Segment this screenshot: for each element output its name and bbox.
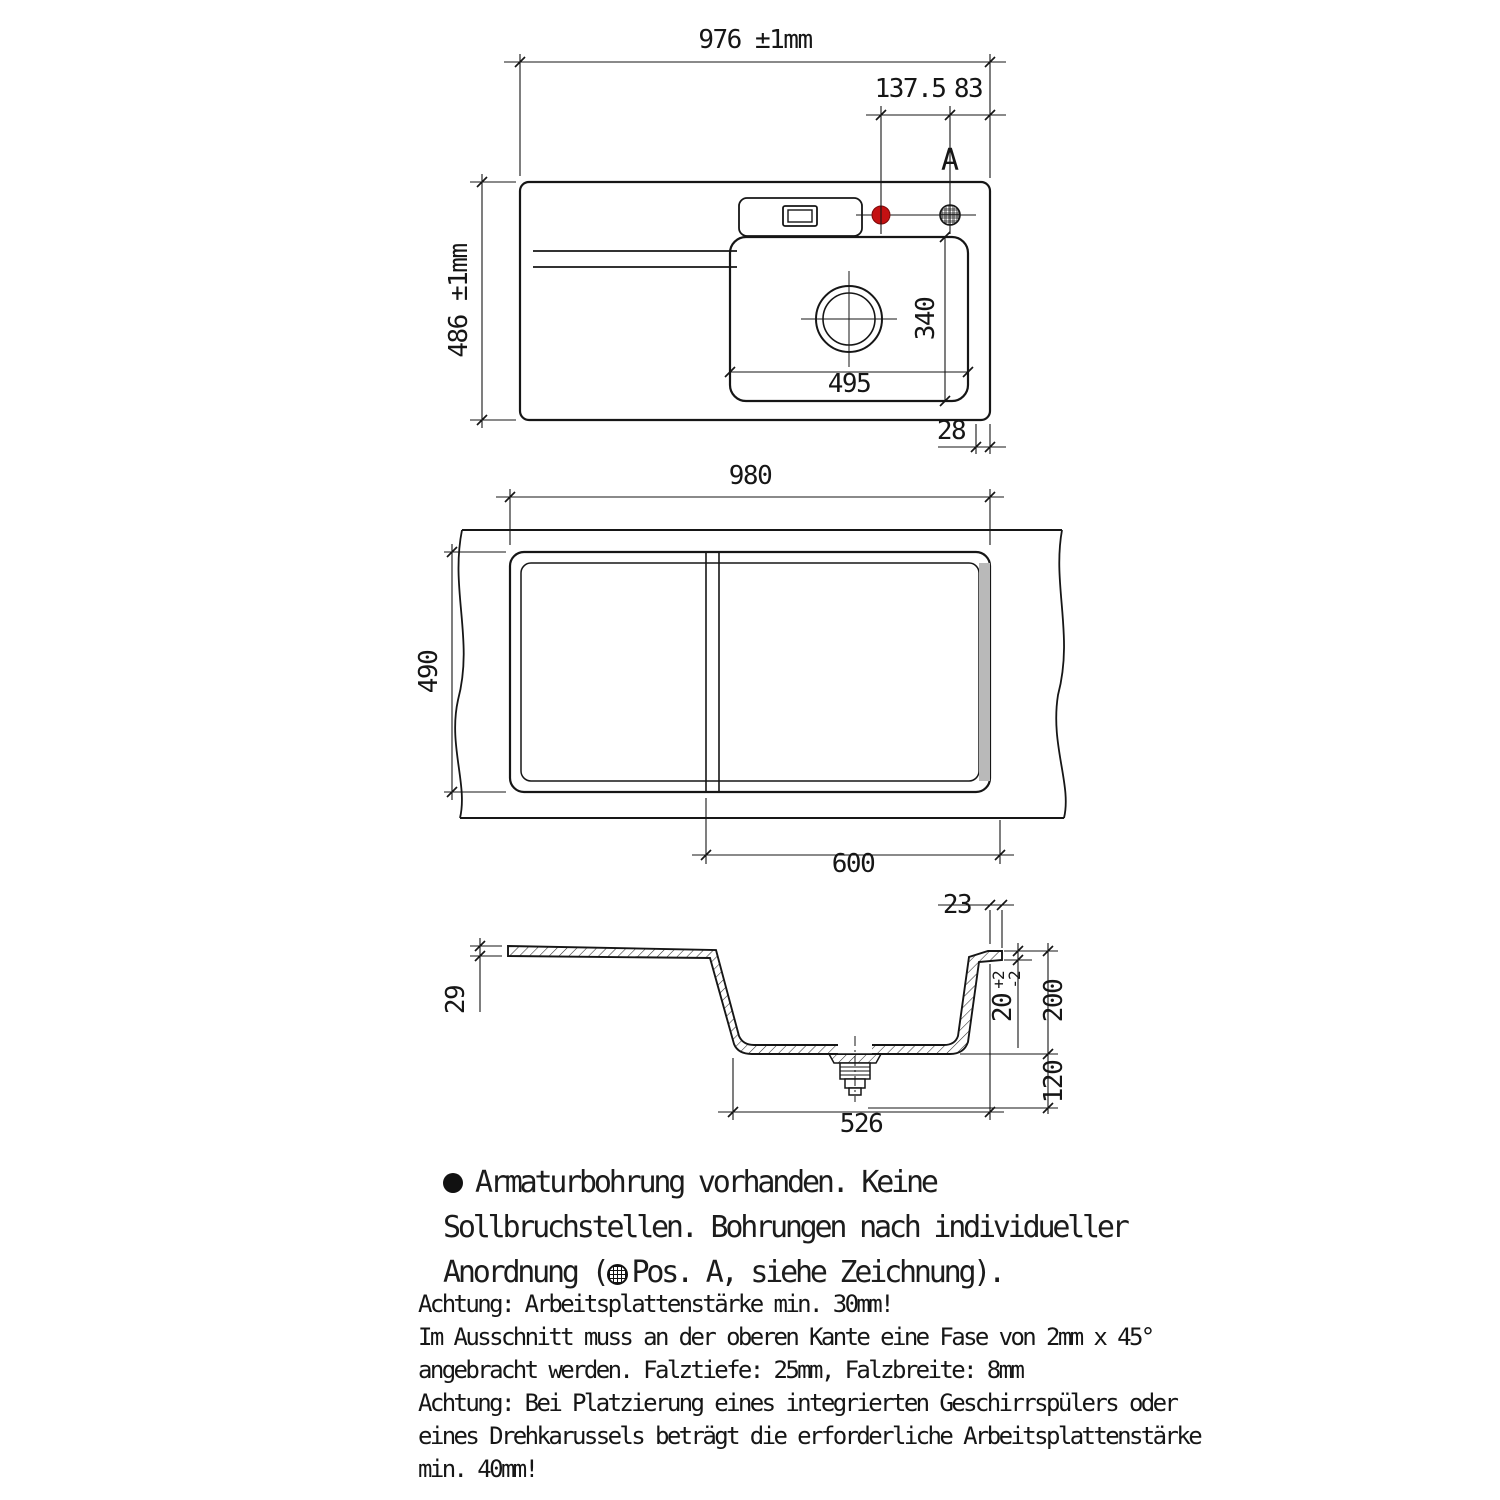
dim-ticks	[477, 57, 995, 452]
dim-drain-height: 120	[1039, 1060, 1069, 1104]
overflow-window-inner	[788, 210, 812, 222]
dim-rim-thickness: 29	[441, 985, 471, 1015]
sink-section-profile	[508, 946, 1002, 1054]
dim-corner: 28	[936, 416, 966, 446]
note-text: Sollbruchstellen. Bohrungen nach individueller	[443, 1210, 1127, 1245]
note-line: Achtung: Arbeitsplattenstärke min. 30mm!	[418, 1290, 892, 1318]
section-view	[508, 946, 1002, 1102]
dim-tap-edge: 83	[953, 74, 983, 104]
dim-reveal: 20	[988, 993, 1018, 1023]
dim-cutout-width: 980	[728, 461, 772, 491]
note-line	[443, 1160, 1127, 1205]
note-line: eines Drehkarussels beträgt die erforderliche Arbeitsplattenstärke	[418, 1422, 1201, 1450]
note-line: Achtung: Bei Platzierung eines integrierten Geschirrspülers oder	[418, 1389, 1177, 1417]
note-line	[443, 1205, 1127, 1250]
pos-a-label: A	[940, 143, 960, 178]
cutout-division-lines	[706, 552, 719, 792]
note-text: Armaturbohrung vorhanden. Keine	[475, 1165, 936, 1200]
top-view-dimensions	[444, 25, 1006, 454]
dim-cutout-height: 490	[414, 650, 444, 694]
drain-crosshair	[801, 271, 897, 367]
dim-lines	[470, 54, 1006, 454]
cutout-right-band	[979, 563, 990, 781]
dim-tap-offset: 137.5	[874, 74, 946, 104]
notes-secondary	[418, 1288, 1200, 1486]
dim-cutout-right-width: 600	[831, 849, 875, 879]
dim-section-bowl-width: 526	[839, 1109, 883, 1139]
section-view-dimensions	[441, 890, 1069, 1139]
dim-overall-height: 486 ±1mm	[444, 244, 474, 358]
dim-reveal-tol-minus: -2	[1005, 971, 1024, 989]
worktop-break-line-left	[455, 530, 464, 818]
dim-overall-width: 976 ±1mm	[698, 25, 812, 55]
note-line: min. 40mm!	[418, 1455, 537, 1483]
worktop-break-line-right	[1056, 530, 1066, 818]
dim-reveal-tol-plus: +2	[989, 971, 1008, 989]
cutout-rebate-line	[521, 563, 979, 781]
dim-total-depth: 200	[1039, 979, 1069, 1023]
note-text: Pos. A, siehe Zeichnung).	[631, 1255, 1004, 1290]
dim-bowl-width: 495	[827, 369, 871, 399]
note-text: Anordnung (	[443, 1255, 607, 1290]
cutout-view-dimensions	[414, 461, 1014, 879]
dim-lines	[444, 489, 1014, 864]
dim-ticks	[447, 492, 1005, 860]
worktop-edges	[460, 530, 1064, 818]
note-line: Im Ausschnitt muss an der oberen Kante eine Fase von 2mm x 45°	[418, 1323, 1153, 1351]
pos-a-symbol-icon	[607, 1264, 628, 1285]
cutout-view	[455, 530, 1066, 818]
notes-primary	[443, 1160, 1127, 1295]
note-line: angebracht werden. Falztiefe: 25mm, Falzbreite: 8mm	[418, 1356, 1023, 1384]
bullet-icon	[443, 1173, 463, 1193]
dim-overhang: 23	[942, 890, 972, 920]
drainer-grooves	[533, 251, 737, 267]
tap-deck-outline	[739, 198, 862, 236]
dim-bowl-depth: 340	[911, 297, 941, 341]
cutout-outline	[510, 552, 990, 792]
